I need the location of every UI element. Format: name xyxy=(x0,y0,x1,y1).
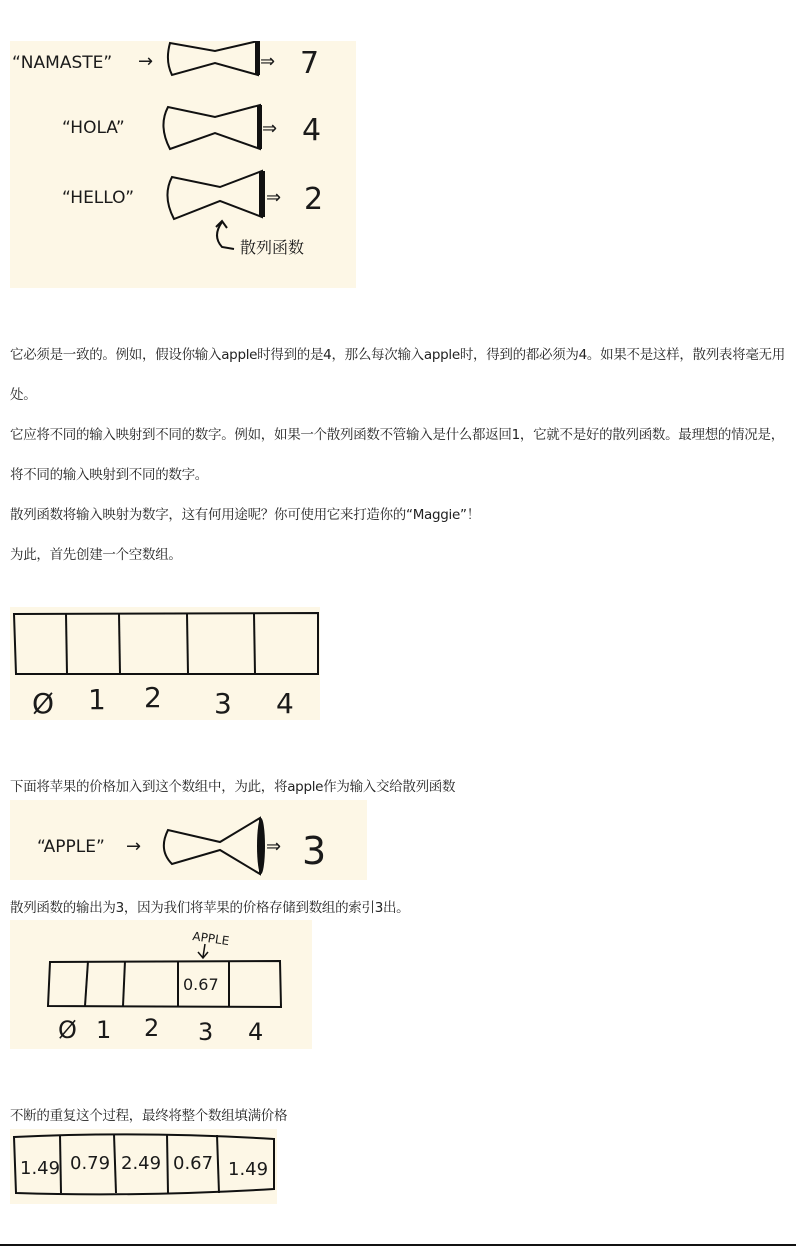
svg-text:⇒: ⇒ xyxy=(266,187,282,208)
cell-0-value: 1.49 xyxy=(20,1158,61,1179)
index-2: 2 xyxy=(144,681,162,714)
output-4: 4 xyxy=(302,113,322,148)
cell-1-value: 0.79 xyxy=(70,1153,111,1174)
index-0: Ø xyxy=(32,687,55,720)
hash-function-label: 散列函数 xyxy=(240,238,305,257)
paragraph-distinct-mapping: 它应将不同的输入映射到不同的数字。例如，如果一个散列函数不管输入是什么都返回1，它就不是好的散列函数。最理想的情况是，将不同的输入映射到不同的数字。 xyxy=(10,427,784,483)
svg-text:⇒: ⇒ xyxy=(262,118,278,139)
apple-label: APPLE xyxy=(191,929,231,949)
index-4: 4 xyxy=(248,1018,264,1046)
input-hola: “HOLA” xyxy=(62,118,125,138)
svg-text:⇒: ⇒ xyxy=(266,836,282,857)
hash-function-figure xyxy=(10,41,356,288)
cell-3-value: 0.67 xyxy=(183,975,219,994)
svg-text:→: → xyxy=(126,836,142,857)
index-1: 1 xyxy=(88,683,106,716)
empty-array-figure xyxy=(10,607,320,720)
index-1: 1 xyxy=(96,1016,112,1044)
index-0: Ø xyxy=(58,1016,77,1044)
caption-output-index: 散列函数的输出为3，因为我们将苹果的价格存储到数组的索引3出。 xyxy=(10,900,410,916)
output-2: 2 xyxy=(304,182,324,217)
caption-add-price: 下面将苹果的价格加入到这个数组中，为此，将apple作为输入交给散列函数 xyxy=(10,779,456,795)
input-apple: “APPLE” xyxy=(37,837,105,857)
index-2: 2 xyxy=(144,1014,160,1042)
input-hello: “HELLO” xyxy=(62,188,135,208)
svg-text:⇒: ⇒ xyxy=(260,51,276,72)
cell-2-value: 2.49 xyxy=(121,1153,162,1174)
index-3: 3 xyxy=(198,1018,214,1046)
output-3: 3 xyxy=(302,829,327,873)
input-namaste: “NAMASTE” xyxy=(12,53,113,73)
caption-fill-array: 不断的重复这个过程，最终将整个数组填满价格 xyxy=(10,1108,288,1124)
output-7: 7 xyxy=(300,46,320,81)
index-4: 4 xyxy=(276,687,294,720)
paragraph-consistency: 它必须是一致的。例如，假设你输入apple时得到的是4，那么每次输入apple时，得到的都必须为4。如果不是这样，散列表将毫无用处。 xyxy=(10,347,785,403)
paragraph-create-array: 为此，首先创建一个空数组。 xyxy=(10,547,182,563)
index-3: 3 xyxy=(214,687,232,720)
svg-text:→: → xyxy=(138,51,154,72)
cell-3-value: 0.67 xyxy=(173,1153,214,1174)
filled-array-figure xyxy=(10,1129,277,1204)
paragraph-usage: 散列函数将输入映射为数字，这有何用途呢？你可使用它来打造你的“Maggie”！ xyxy=(10,507,480,523)
array-with-apple-figure xyxy=(10,920,312,1049)
apple-hash-figure xyxy=(10,800,367,880)
cell-4-value: 1.49 xyxy=(228,1159,269,1180)
